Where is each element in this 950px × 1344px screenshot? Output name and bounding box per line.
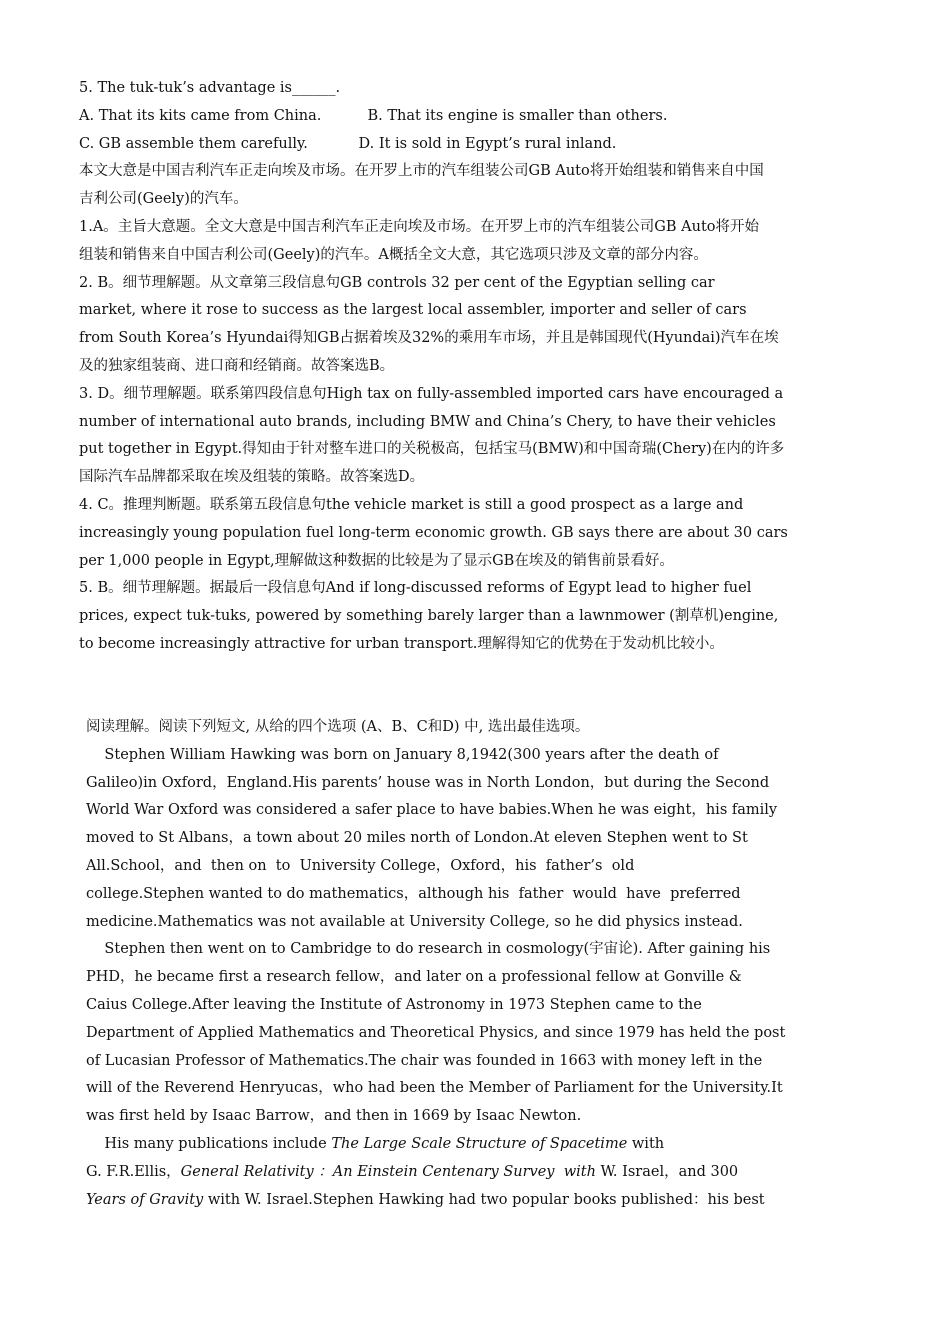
passage-line: Galileo)in Oxford，England.His parents’ house was in North London，but during the Second	[86, 774, 770, 791]
text-run: G. F.R.Ellis，	[86, 1163, 181, 1180]
passage-line: Stephen William Hawking was born on January 8,1942(300 years after the death of	[86, 746, 719, 763]
answer-key-section	[79, 75, 879, 659]
explanation-line: put together in Egypt.得知由于针对整车进口的关税极高，包括宝马(BMW)和中国奇瑞(Chery)在内的许多	[79, 441, 785, 458]
book-title: General Relativity ：An Einstein Centenary Survey with	[180, 1163, 596, 1180]
explanation-line: 3. D。细节理解题。联系第四段信息句High tax on fully-assembled imported cars have encouraged a	[79, 385, 784, 402]
passage-line: PHD，he became first a research fellow，and later on a professional fellow at Gonville &	[86, 969, 742, 986]
explanation-line: 及的独家组装商、进口商和经销商。故答案选B。	[79, 357, 395, 374]
explanation-line: 组装和销售来自中国吉利公司(Geely)的汽车。A概括全文大意，其它选项只涉及文章的部分内容。	[79, 246, 708, 263]
passage-line: World War Oxford was considered a safer place to have babies.When he was eight，his family	[86, 802, 778, 819]
passage-line: moved to St Albans，a town about 20 miles north of London.At eleven Stephen went to St	[86, 830, 748, 847]
explanation-line: market, where it rose to success as the largest local assembler, importer and seller of cars	[79, 302, 747, 319]
book-title: Years of Gravity	[86, 1191, 204, 1208]
passage-line: Department of Applied Mathematics and Theoretical Physics, and since 1979 has held the post	[86, 1024, 786, 1041]
text-run: His many publications include	[86, 1135, 332, 1152]
passage-line: was first held by Isaac Barrow，and then in 1669 by Isaac Newton.	[86, 1108, 582, 1125]
explanation-line: from South Korea’s Hyundai得知GB占据着埃及32%的乘用车市场，并且是韩国现代(Hyundai)汽车在埃	[79, 330, 779, 347]
explanation-line: 国际汽车品牌都采取在埃及组装的策略。故答案选D。	[79, 469, 425, 486]
passage-line: Stephen then went on to Cambridge to do research in cosmology(宇宙论). After gaining his	[86, 941, 771, 958]
explanation-line: number of international auto brands, including BMW and China’s Chery, to have their vehicles	[79, 413, 776, 430]
explanation-line: per 1,000 people in Egypt,理解做这种数据的比较是为了显示GB在埃及的销售前景看好。	[79, 552, 674, 569]
publications-line	[86, 1131, 876, 1159]
summary-line: 吉利公司(Geely)的汽车。	[79, 191, 248, 208]
summary-line: 本文大意是中国吉利汽车正走向埃及市场。在开罗上市的汽车组装公司GB Auto将开始组装和销售来自中国	[79, 163, 764, 180]
explanation-line: prices, expect tuk-tuks, powered by something barely larger than a lawnmower (割草机)engine,	[79, 608, 779, 625]
explanation-line: increasingly young population fuel long-term economic growth. GB says there are about 30 cars	[79, 524, 788, 541]
text-run: W. Israel，and 300	[595, 1163, 739, 1180]
reading-passage	[86, 714, 876, 1214]
passage-line: Caius College.After leaving the Institute of Astronomy in 1973 Stephen came to the	[86, 996, 702, 1013]
explanation-line: 5. B。细节理解题。据最后一段信息句And if long-discussed reforms of Egypt lead to higher fuel	[79, 580, 752, 597]
book-title: The Large Scale Structure of Spacetime	[331, 1135, 628, 1152]
question-stem: 5. The tuk-tuk’s advantage is______.	[79, 80, 341, 96]
explanation-line: 1.A。主旨大意题。全文大意是中国吉利汽车正走向埃及市场。在开罗上市的汽车组装公司GB Auto将开始	[79, 218, 760, 235]
explanation-line: 4. C。推理判断题。联系第五段信息句the vehicle market is still a good prospect as a large and	[79, 496, 744, 513]
instruction-line: 阅读理解。阅读下列短文, 从给的四个选项 (A、B、C和D) 中, 选出最佳选项。	[86, 719, 590, 735]
publications-line	[86, 1159, 876, 1187]
passage-line: will of the Reverend Henryucas，who had been the Member of Parliament for the University.It	[86, 1080, 783, 1097]
passage-line: medicine.Mathematics was not available at University College, so he did physics instead.	[86, 913, 743, 930]
options-ab: A. That its kits came from China. B. That its engine is smaller than others.	[79, 107, 668, 124]
text-run: with W. Israel.Stephen Hawking had two popular books published：his best	[203, 1191, 765, 1208]
passage-line: of Lucasian Professor of Mathematics.The chair was founded in 1663 with money left in the	[86, 1052, 763, 1069]
publications-line	[86, 1187, 876, 1215]
explanation-line: to become increasingly attractive for urban transport.理解得知它的优势在于发动机比较小。	[79, 635, 724, 652]
text-run: with	[627, 1135, 665, 1152]
options-cd: C. GB assemble them carefully. D. It is sold in Egypt’s rural inland.	[79, 135, 617, 152]
passage-line: All.School，and then on to University College，Oxford，his father’s old	[86, 857, 635, 874]
passage-line: college.Stephen wanted to do mathematics，although his father would have preferred	[86, 885, 741, 902]
explanation-line: 2. B。细节理解题。从文章第三段信息句GB controls 32 per cent of the Egyptian selling car	[79, 274, 715, 291]
